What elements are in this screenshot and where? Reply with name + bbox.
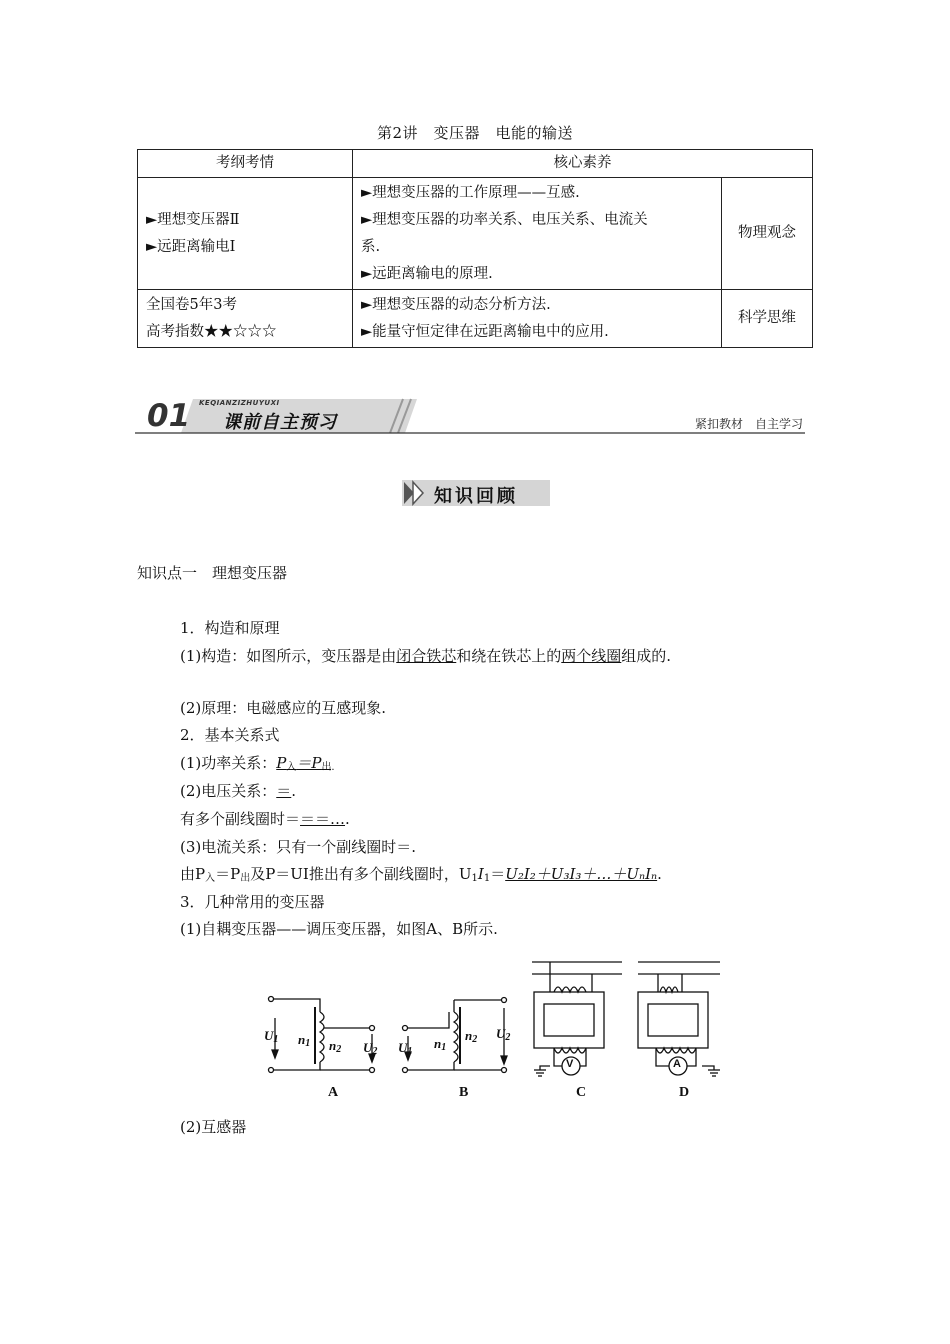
- label-u2-a: $U_2$: [363, 1040, 378, 1057]
- figure-label-c: C: [576, 1085, 587, 1100]
- row2-middle: [353, 290, 722, 348]
- row2-left-line: 高考指数★★☆☆☆: [146, 323, 277, 340]
- paragraph-instrument-transformer: (2)互感器: [180, 1118, 247, 1136]
- banner-pinyin: KEQIANZIZHUYUXI: [199, 399, 280, 407]
- figure-label-b: B: [459, 1085, 469, 1100]
- row2-left-line: 全国卷5年3考: [146, 296, 237, 313]
- paragraph-autotransformer: (1)自耦变压器——调压变压器，如图A、B所示.: [180, 920, 498, 938]
- page-title: 第2讲 变压器 电能的输送: [376, 124, 574, 142]
- paragraph-multi-voltage: 有多个副线圈时＝＝＝….: [180, 810, 350, 828]
- figure-label-d: D: [679, 1085, 690, 1100]
- row2-left: [138, 290, 353, 348]
- row2-right: 科学思维: [722, 290, 813, 348]
- header-right: 核心素养: [353, 150, 813, 178]
- section-banner: [135, 397, 805, 435]
- banner-right-text: 紧扣教材 自主学习: [694, 417, 803, 431]
- section-heading-text: 知识回顾: [434, 486, 518, 507]
- figure-b: [403, 998, 511, 1073]
- row1-middle-line: ►理想变压器的工作原理——互感.: [361, 184, 580, 201]
- row2-middle-line: ►能量守恒定律在远距离输电中的应用.: [361, 323, 609, 340]
- label-u1-b: $U_1$: [398, 1040, 413, 1057]
- row1-middle-line: ►远距离输电的原理.: [361, 265, 493, 282]
- heading-1: 1．构造和原理: [180, 619, 280, 637]
- row1-middle-line: 系.: [361, 238, 381, 255]
- section-heading: [402, 478, 550, 508]
- knowledge-point-title: 知识点一 理想变压器: [137, 564, 288, 582]
- figure-label-a: A: [328, 1085, 339, 1100]
- paragraph-current: (3)电流关系：只有一个副线圈时＝.: [180, 838, 417, 856]
- ammeter-label: A: [673, 1058, 681, 1070]
- paragraph-principle: (2)原理：电磁感应的互感现象.: [180, 699, 387, 717]
- label-n2-a: $n_2$: [329, 1038, 342, 1055]
- row1-middle-line: ►理想变压器的功率关系、电压关系、电流关: [361, 211, 648, 228]
- heading-3: 3．几种常用的变压器: [180, 893, 325, 911]
- label-u1-a: $U_1$: [264, 1028, 279, 1045]
- paragraph-multi-current: 由$P_入=P_出$及P＝UI推出有多个副线圈时，$U_1I_1=U_2I_2+U_3I_3+\dots+U_nI_n$.: [180, 865, 662, 884]
- row1-left-line: ►理想变压器Ⅱ: [146, 211, 240, 228]
- banner-title: 课前自主预习: [223, 412, 337, 433]
- transformer-figure: [262, 952, 732, 1107]
- figure-a: [269, 997, 376, 1073]
- row1-left: [138, 178, 353, 290]
- paragraph-structure: (1)构造：如图所示，变压器是由闭合铁芯和绕在铁芯上的两个线圈组成的.: [180, 647, 672, 665]
- figure-c: [532, 962, 622, 1076]
- label-u2-b: $U_2$: [496, 1026, 511, 1043]
- banner-number: 01: [147, 398, 191, 434]
- heading-2: 2．基本关系式: [180, 726, 280, 744]
- row1-left-line: ►远距离输电Ⅰ: [146, 238, 236, 255]
- label-n2-b: $n_2$: [465, 1028, 478, 1045]
- outline-table: [137, 149, 813, 348]
- paragraph-power: (1)功率关系：$P_入=P_{出.}$: [180, 754, 335, 773]
- row2-middle-line: ►理想变压器的动态分析方法.: [361, 296, 551, 313]
- voltmeter-label: V: [566, 1058, 574, 1070]
- paragraph-voltage: (2)电压关系：＝.: [180, 782, 297, 800]
- row1-right: 物理观念: [722, 178, 813, 290]
- row1-middle: [353, 178, 722, 290]
- header-left: 考纲考情: [138, 150, 353, 178]
- label-n1-a: $n_1$: [298, 1032, 311, 1049]
- label-n1-b: $n_1$: [434, 1036, 447, 1053]
